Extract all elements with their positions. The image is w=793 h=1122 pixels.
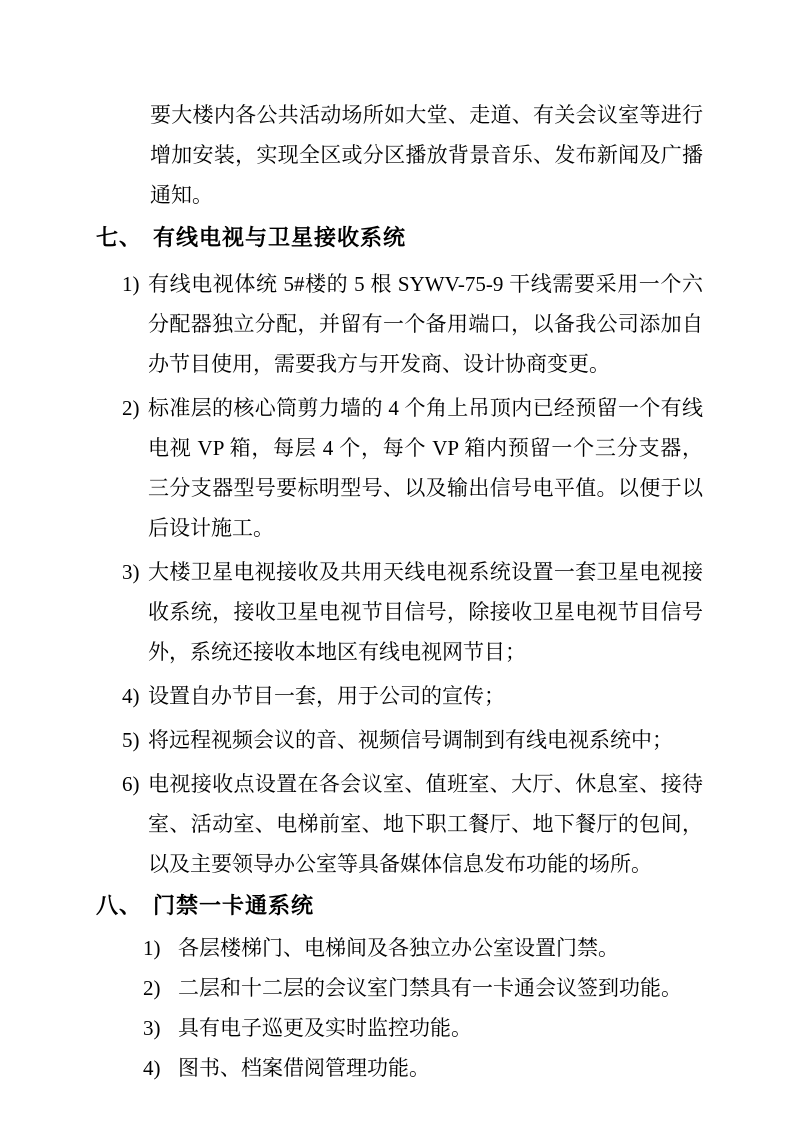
list-item-text: 电视接收点设置在各会议室、值班室、大厅、休息室、接待室、活动室、电梯前室、地下职工餐厅、地下餐厅的包间，以及主要领导办公室等具备媒体信息发布功能的场所。 xyxy=(148,772,703,876)
list-item-text: 有线电视体统 5#楼的 5 根 SYWV-75-9 干线需要采用一个六分配器独立分配，并留有一个备用端口，以备我公司添加自办节目使用，需要我方与开发商、设计协商变更。 xyxy=(148,272,703,376)
list-item-text: 二层和十二层的会议室门禁具有一卡通会议签到功能。 xyxy=(178,976,682,1000)
list-item-number: 1) xyxy=(143,936,161,960)
list-item-text: 图书、档案借阅管理功能。 xyxy=(178,1056,430,1080)
list-item-text: 设置自办节目一套，用于公司的宣传； xyxy=(148,684,505,708)
list-item xyxy=(122,388,703,548)
list-item-number: 6) xyxy=(122,772,140,796)
list-item xyxy=(122,552,703,672)
section-title: 有线电视与卫星接收系统 xyxy=(153,225,407,250)
list-item xyxy=(143,1008,703,1048)
list-item-text: 各层楼梯门、电梯间及各独立办公室设置门禁。 xyxy=(178,936,619,960)
section-title: 门禁一卡通系统 xyxy=(153,893,315,918)
list-item xyxy=(122,676,703,716)
list-item xyxy=(122,720,703,760)
list-item xyxy=(143,1048,703,1088)
section-number: 七、 xyxy=(96,225,143,250)
list-item-number: 3) xyxy=(143,1016,161,1040)
list-item-number: 4) xyxy=(122,684,140,708)
list-item xyxy=(122,764,703,884)
list-item-number: 2) xyxy=(143,976,161,1000)
document-body xyxy=(96,95,703,1088)
list-item-number: 1) xyxy=(122,272,140,296)
list-item-number: 3) xyxy=(122,560,140,584)
section-access-control xyxy=(96,884,703,1088)
list-item-text: 将远程视频会议的音、视频信号调制到有线电视系统中； xyxy=(148,728,673,752)
section-heading xyxy=(96,216,703,260)
section-cable-tv-satellite xyxy=(96,216,703,884)
section-heading xyxy=(96,884,703,928)
list-item-number: 5) xyxy=(122,728,140,752)
list-item-text: 具有电子巡更及实时监控功能。 xyxy=(178,1016,472,1040)
list-item-number: 4) xyxy=(143,1056,161,1080)
list-item xyxy=(143,968,703,1008)
list-item-text: 大楼卫星电视接收及共用天线电视系统设置一套卫星电视接收系统，接收卫星电视节目信号，除接收卫星电视节目信号外，系统还接收本地区有线电视网节目； xyxy=(148,560,703,664)
intro-paragraph: 要大楼内各公共活动场所如大堂、走道、有关会议室等进行增加安装，实现全区或分区播放背景音乐、发布新闻及广播通知。 xyxy=(150,103,703,207)
list-item-text: 标准层的核心筒剪力墙的 4 个角上吊顶内已经预留一个有线电视 VP 箱，每层 4 个，每个 VP 箱内预留一个三分支器，三分支器型号要标明型号、以及输出信号电平值。以便于以后设计施工。 xyxy=(148,396,703,540)
list-item xyxy=(143,928,703,968)
list-item-number: 2) xyxy=(122,396,140,420)
section-number: 八、 xyxy=(96,893,143,918)
list-item xyxy=(122,264,703,384)
